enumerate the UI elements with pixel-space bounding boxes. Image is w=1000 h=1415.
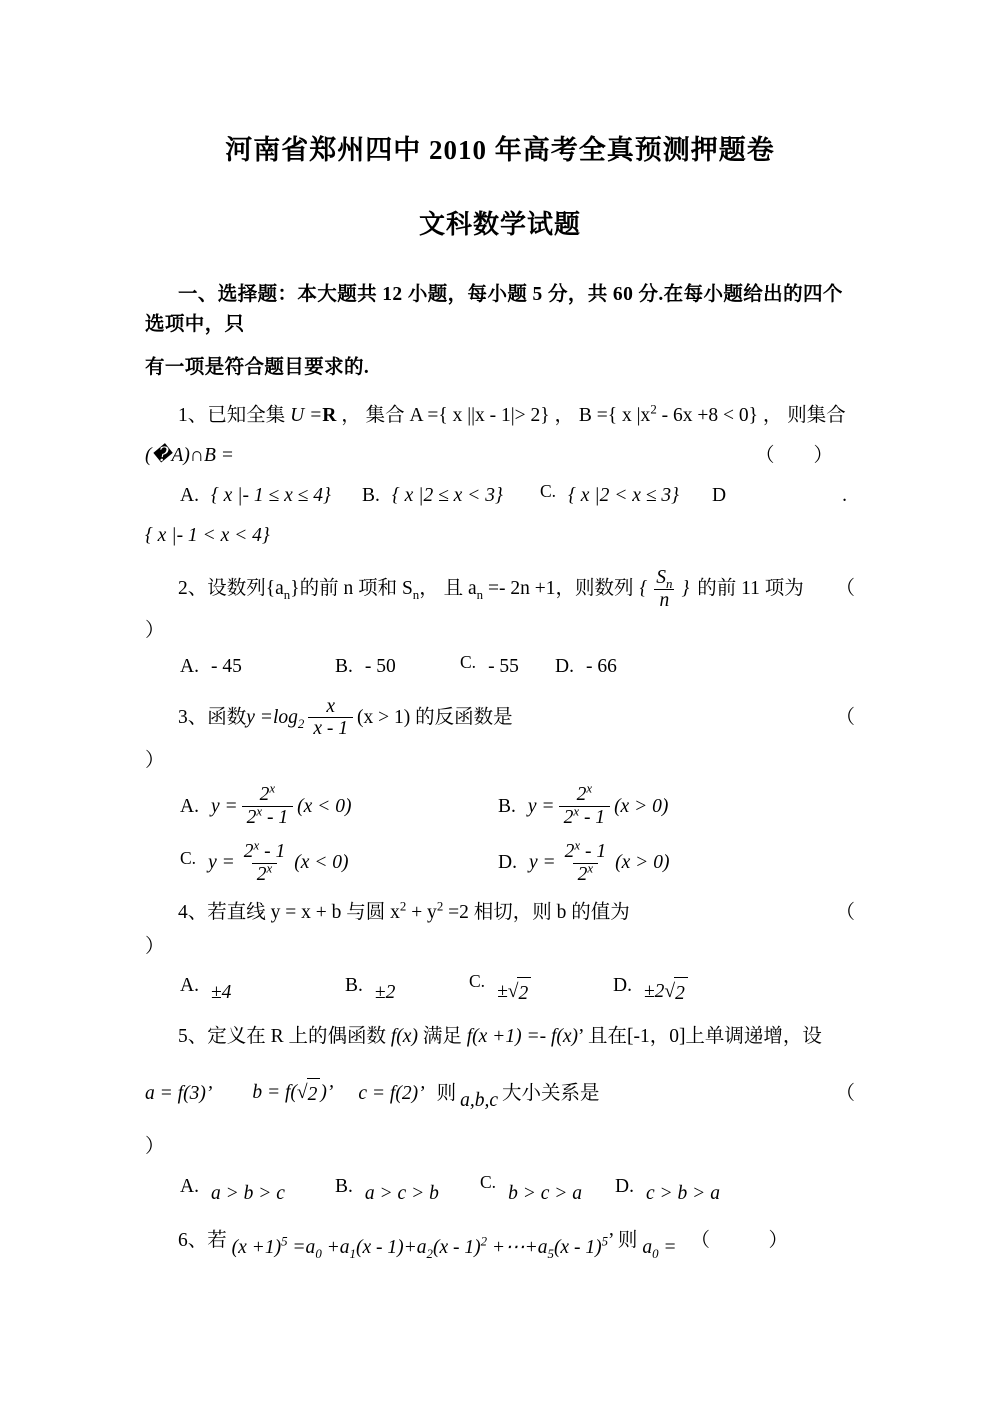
fraction-numerator: x xyxy=(326,695,335,717)
option-value: a > c > b xyxy=(364,1182,439,1204)
q3-stem xyxy=(145,696,855,741)
q3-options-row2 xyxy=(145,838,855,886)
option-condition: (x > 0) xyxy=(614,795,669,817)
q3-stem-group xyxy=(178,696,513,741)
fraction-denominator: 2$^x$ xyxy=(252,863,277,886)
option-fraction xyxy=(559,781,610,829)
q4-option-b xyxy=(345,971,469,1001)
q2-stem-text: 2、设数列$\{a_n\}$的前 n 项和 $S_n$， 且 $a_n =- 2n +1$，则数列 xyxy=(178,578,634,603)
fraction-numerator: 2$^x$ - 1 xyxy=(564,838,607,862)
section-heading-line1: 一、选择题：本大题共 12 小题，每小题 5 分，共 60 分.在每小题给出的四个选项中，只 xyxy=(145,284,843,335)
option-value: - 50 xyxy=(364,655,396,677)
q1-stem xyxy=(145,401,855,431)
q5-options xyxy=(145,1172,855,1202)
q1-option-d-period: . xyxy=(842,485,847,506)
option-value: - 55 xyxy=(488,655,519,677)
q4-options xyxy=(145,970,855,1002)
q3-equation: $y =\log_2$ xyxy=(246,706,305,731)
option-label: B. xyxy=(335,655,353,677)
option-value: ±4 xyxy=(210,981,232,1003)
fraction-numerator: 2$^x$ xyxy=(259,781,276,806)
q5-def-b-post: )’ xyxy=(320,1081,334,1103)
option-value: { x |- 1 ≤ x ≤ 4} xyxy=(210,485,331,506)
option-label: B. xyxy=(345,974,363,996)
q2-options xyxy=(145,652,855,682)
q3-options-row1 xyxy=(145,781,855,829)
square-root xyxy=(664,977,687,1009)
q1-universe-var: U = xyxy=(290,405,323,426)
page-subtitle: 文科数学试题 xyxy=(418,210,581,239)
page-title: 河南省郑州四中 2010 年高考全真预测押题卷 xyxy=(225,135,775,165)
q3-stem-text: 3、函数 xyxy=(178,706,247,728)
q1-expression-line xyxy=(145,441,855,471)
q5-stem-line2 xyxy=(145,1078,855,1110)
q2-option-b xyxy=(335,652,460,682)
fraction-denominator: 2$^x$ - 1 xyxy=(242,806,293,829)
q4-stem xyxy=(145,898,855,928)
q5-abc-vars: a,b,c xyxy=(460,1089,498,1111)
option-fraction xyxy=(239,838,290,886)
square-root xyxy=(297,1078,320,1110)
q2-answer-paren-open: （ xyxy=(835,578,855,600)
option-label: D. xyxy=(613,974,632,996)
q5-option-a xyxy=(180,1172,335,1202)
radical-sign: √ xyxy=(296,1081,308,1103)
option-condition: (x < 0) xyxy=(294,852,349,874)
q2-option-c xyxy=(460,652,555,682)
q1-reals-symbol: R xyxy=(322,405,337,426)
q2-brace-open: { xyxy=(639,578,648,600)
fraction-denominator: n xyxy=(654,589,674,612)
option-label: A. xyxy=(180,655,199,677)
q5-def-a: a = f(3)’ xyxy=(145,1082,213,1104)
radicand: 2 xyxy=(674,977,688,1009)
q1-expression: (�A)∩B = xyxy=(145,445,234,466)
q5-relation-text: 大小关系是 xyxy=(501,1082,600,1104)
option-value: c > b > a xyxy=(645,1182,720,1204)
q1-options xyxy=(145,481,855,511)
fraction-numerator: $S_n$ xyxy=(656,567,673,591)
q3-answer-paren-close: ） xyxy=(145,750,165,772)
option-label: D. xyxy=(555,655,574,677)
q5-def-b-pre: b = f( xyxy=(252,1081,297,1103)
option-equation: y = xyxy=(208,852,235,874)
q6-expansion-equation: $(x +1)^5 =a_0 +a_1(x - 1)+a_2(x - 1)^2$ $+\cdots+a_5(x - 1)^5$ xyxy=(231,1234,609,1261)
q3-option-b xyxy=(498,781,669,829)
fraction-numerator: 2$^x$ xyxy=(576,781,593,806)
q5-def-b xyxy=(252,1078,333,1110)
option-label: C. xyxy=(180,848,197,869)
q2-brace-close: } xyxy=(681,578,690,600)
q4-option-c xyxy=(469,970,613,1002)
option-equation: y = xyxy=(528,852,556,874)
option-label: C. xyxy=(460,651,477,672)
plus-minus-sign: ±2 xyxy=(643,980,665,1002)
q6-then-text: ’ 则 xyxy=(608,1229,643,1251)
option-label: B. xyxy=(335,1175,353,1197)
q5-function-f: f(x) xyxy=(390,1025,418,1047)
q1-option-a xyxy=(180,481,362,511)
q2-answer-paren-close: ） xyxy=(145,619,165,641)
q1-stem-text: 1、已知全集 xyxy=(178,405,291,426)
option-condition: (x > 0) xyxy=(615,852,670,874)
q6-a0-equals: $a_0$ = xyxy=(642,1236,677,1261)
option-value xyxy=(497,977,531,1009)
option-value: { x |2 ≤ x < 3} xyxy=(391,485,503,506)
q5-stem-line1 xyxy=(145,1022,855,1052)
radicand: 2 xyxy=(517,977,531,1009)
option-label: A. xyxy=(180,1175,199,1197)
option-label: D. xyxy=(615,1175,634,1197)
option-value: - 45 xyxy=(210,655,242,677)
q3-answer-paren-open: （ xyxy=(835,706,855,728)
q5-option-b xyxy=(335,1172,480,1202)
q1-sets-text: ， 集合 A ={ x ||x - 1|> 2} ， B ={ x $|x^2 - 6x +8 < 0$} ， 则集合 xyxy=(336,402,846,426)
option-value: { x |2 < x ≤ 3} xyxy=(568,485,679,506)
option-equation: y = xyxy=(210,795,238,817)
fraction-numerator: 2$^x$ - 1 xyxy=(243,838,286,862)
option-label: D xyxy=(712,485,727,506)
q5-then-text: 则 xyxy=(436,1082,457,1104)
q4-option-a xyxy=(180,971,345,1001)
q3-fraction xyxy=(308,696,353,741)
q1-option-b xyxy=(362,481,540,511)
option-label: B. xyxy=(498,795,516,817)
q5-stem-text-end: ’ 且在[-1，0]上单调递增，设 xyxy=(578,1025,822,1047)
q2-option-a xyxy=(180,652,335,682)
radicand: 2 xyxy=(307,1078,321,1110)
q5-answer-paren-close: ） xyxy=(145,1135,165,1157)
option-fraction xyxy=(242,781,293,829)
radical-sign: √ xyxy=(507,980,519,1002)
q5-stem-text-mid: 满足 xyxy=(417,1025,467,1047)
q5-option-d xyxy=(615,1172,720,1202)
q5-option-c xyxy=(480,1172,615,1202)
option-value: - 66 xyxy=(585,655,617,677)
fraction-denominator: x - 1 xyxy=(308,717,353,740)
q5-definitions-group xyxy=(145,1078,600,1110)
q2-stem-text-end: 的前 11 项为 xyxy=(697,578,804,600)
q4-answer-paren-close: ） xyxy=(145,935,165,957)
option-label: C. xyxy=(480,1171,497,1192)
q5-def-c: c = f(2)’ xyxy=(358,1082,425,1104)
q3-option-a xyxy=(180,781,498,829)
q1-option-c xyxy=(540,481,712,511)
q2-stem-group xyxy=(178,567,804,612)
q1-option-d-value: { x |- 1 < x < 4} xyxy=(145,525,270,546)
fraction-denominator: 2$^x$ - 1 xyxy=(559,806,610,829)
q3-stem-text-end: (x > 1) 的反函数是 xyxy=(356,706,513,728)
q5-functional-equation: f(x +1) =- f(x) xyxy=(466,1025,579,1047)
square-root xyxy=(508,977,531,1009)
q1-answer-blank: （ ） xyxy=(754,445,833,466)
option-value: ±2 xyxy=(374,981,396,1003)
q5-stem-text: 5、定义在 R 上的偶函数 xyxy=(178,1025,391,1047)
option-equation: y = xyxy=(527,795,555,817)
option-value: a > b > c xyxy=(210,1182,285,1204)
q6-stem-text: 6、若 xyxy=(178,1229,232,1251)
q3-option-c xyxy=(180,838,498,886)
q5-answer-paren-open: （ xyxy=(835,1082,855,1104)
option-condition: (x < 0) xyxy=(297,795,352,817)
option-label: A. xyxy=(180,485,199,506)
q1-option-d xyxy=(712,481,738,511)
option-value: b > c > a xyxy=(508,1182,583,1204)
q4-answer-paren-open: （ xyxy=(835,901,855,923)
option-value xyxy=(644,977,688,1009)
q2-option-d xyxy=(555,652,617,682)
q2-fraction xyxy=(651,567,677,612)
option-fraction xyxy=(560,838,611,886)
option-label: A. xyxy=(180,795,199,817)
option-label: B. xyxy=(362,485,380,506)
q6-stem xyxy=(145,1226,855,1261)
option-label: D. xyxy=(498,852,517,874)
section-heading-line2: 有一项是符合题目要求的. xyxy=(145,357,370,378)
q6-answer-blank: （ ） xyxy=(690,1229,789,1251)
q2-stem xyxy=(145,567,855,612)
option-label: C. xyxy=(540,481,557,501)
fraction-denominator: 2$^x$ xyxy=(573,863,598,886)
radical-sign: √ xyxy=(664,980,676,1002)
plus-minus-sign: ± xyxy=(497,980,508,1002)
option-label: A. xyxy=(180,974,199,996)
q4-stem-text: 4、若直线 y = x + b 与圆 $x^2 + y^2 =2$ 相切，则 b 的值为 xyxy=(178,899,630,923)
option-label: C. xyxy=(469,970,486,991)
q4-option-d xyxy=(613,970,688,1002)
q3-option-d xyxy=(498,838,670,886)
